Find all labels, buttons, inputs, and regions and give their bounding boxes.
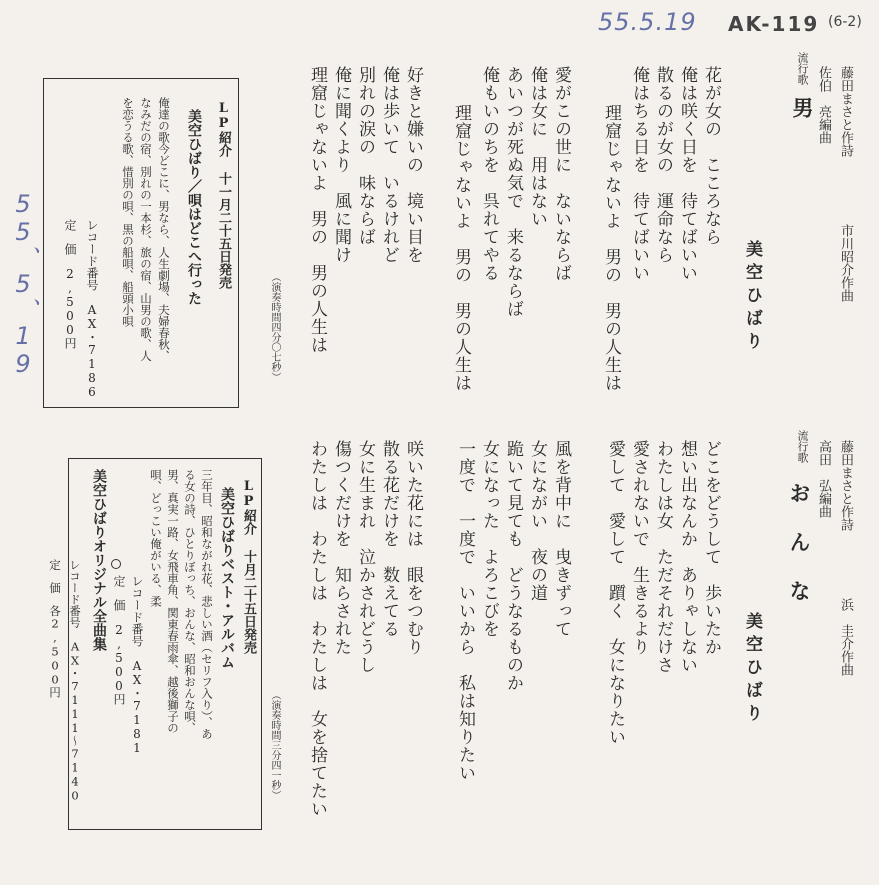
song1-line: 俺は歩いて いるけれど (379, 66, 399, 264)
song2-line: 愛して 愛して 躓く 女になりたい (605, 440, 625, 746)
song1-credit-arranger: 佐伯 亮編曲 (816, 66, 831, 144)
lp2-price: 定 価 2,500円 (112, 575, 126, 705)
lp1-desc: なみだの宿、別れの一本杉、旅の宿、山男の歌、人 (139, 97, 153, 362)
song1-line: あいつが死ぬ気で 来るならば (503, 66, 523, 318)
song1-line: 別れの涙の 味ならば (355, 66, 375, 246)
song2-line: 咲いた花には 眼をつむり (403, 440, 423, 656)
song2-genre: 流行歌 (796, 430, 809, 463)
song2-duration: （演奏時間三分四一秒） (269, 690, 280, 800)
song2-lyrics (280, 440, 730, 818)
lp-box-2 (48, 458, 262, 830)
song1-line: 俺に聞くより 風に聞け (331, 66, 351, 264)
song1-line: 理窟じゃないよ 男の 男の人生は (451, 104, 471, 392)
song2-line: 傷つくだけを 知らされた (331, 440, 351, 656)
song1-title: 男 (790, 97, 815, 118)
lp1-desc: を恋うる歌、惜別の唄、黒の船唄、船頭小唄 (121, 97, 135, 327)
song2-line: わたしは女 ただそれだけさ (653, 440, 673, 674)
song2-title: おんな (787, 482, 812, 629)
song1-line: 好きと嫌いの 境い目を (403, 66, 423, 264)
lp-box-1 (43, 78, 239, 408)
lp1-price: 定 価 2,500円 (63, 219, 77, 349)
record-code: AK-119 (728, 12, 820, 36)
lp1-header: LP紹介 十一月二十五日発売 (214, 97, 233, 293)
song1-line: 俺はちる日を 待てばいい (629, 66, 649, 282)
circle-mark (111, 559, 121, 569)
song2-line: 女に生まれ 泣かされどうし (355, 440, 375, 674)
lp1-desc: 俺達の歌今どこに、男なら、人生劇場、夫婦春秋、 (157, 97, 171, 362)
song2-line: 散る花だけを 数えてる (379, 440, 399, 638)
song2-credit-lyric: 藤田まさと作詩 (838, 440, 853, 531)
song1-lyrics (280, 66, 730, 392)
song2-line: 跪いて見ても どうなるものか (503, 440, 523, 692)
lp2-desc: 男、真実一路、女飛車角、関東春雨傘、越後獅子の (166, 469, 180, 734)
song2-credit-arranger: 高田 弘編曲 (816, 440, 831, 518)
lp1-title: 美空ひばり／唄はどこへ行った (186, 109, 202, 305)
song1-line: 理窟じゃないよ 男の 男の人生は (601, 104, 621, 392)
song2-line: どこをどうして 歩いたか (701, 440, 721, 656)
lp2-record-number: レコード番号 AX・7181 (130, 575, 144, 755)
song2-line: 女にながい 夜の道 (527, 440, 547, 602)
song2-line: 愛されないで 生きるより (629, 440, 649, 656)
song1-line: 散るのが女の 運命なら (653, 66, 673, 264)
song1-genre: 流行歌 (796, 52, 809, 85)
lp2-desc: る女の詩、ひとりぼっち、おんな、昭和おんな唄、 (183, 469, 197, 734)
handwritten-date-side: 55、5、19 (9, 190, 37, 378)
lp2-sub-record-number: レコード番号 AX・7111〜7140 (68, 559, 82, 803)
song1-credit-composer: 市川昭介作曲 (838, 224, 853, 302)
song2-line: 一度で 一度で いいから 私は知りたい (455, 440, 475, 782)
lp1-record-number: レコード番号 AX・7186 (85, 219, 99, 399)
lp2-header: LP紹介 十月二十五日発売 (239, 475, 258, 658)
song1-duration: （演奏時間四分〇七秒） (269, 272, 280, 382)
handwritten-date-top: 55.5.19 (598, 8, 697, 36)
song1-line: 俺もいのちを 呉れてやる (479, 66, 499, 282)
song1-singer: 美空ひばり (742, 240, 762, 355)
record-sub: (6-2) (828, 14, 862, 30)
song2-singer: 美空ひばり (742, 612, 762, 727)
song1-credit-lyric: 藤田まさと作詩 (838, 66, 853, 157)
song1-line: 花が女の こころなら (701, 66, 721, 246)
song2-line: 風を背中に 曳きずって (551, 440, 571, 638)
song1-line: 愛がこの世に ないならば (551, 66, 571, 282)
lp2-sub-price: 定 価 各2,500円 (48, 559, 62, 698)
song1-line: 俺は女に 用はない (527, 66, 547, 228)
song2-line: 女になった よろこびを (479, 440, 499, 638)
song2-line: わたしは わたしは わたしは 女を捨てたい (307, 440, 327, 818)
lp2-desc: 唄、どっこい俺がいる、柔 (149, 469, 163, 607)
song1-line: 理窟じゃないよ 男の 男の人生は (307, 66, 327, 354)
lp2-title: 美空ひばりベスト・アルバム (219, 487, 235, 669)
song2-credit-composer: 浜 圭介作曲 (838, 598, 853, 676)
song1-line: 俺は咲く日を 待てばいい (677, 66, 697, 282)
lp2-desc: 三年目、昭和ながれ花、悲しい酒（セリフ入り）、あ (200, 469, 214, 740)
lp2-sub-title: 美空ひばりオリジナル全曲集 (91, 469, 107, 651)
song2-line: 想い出なんか ありゃしない (677, 440, 697, 674)
